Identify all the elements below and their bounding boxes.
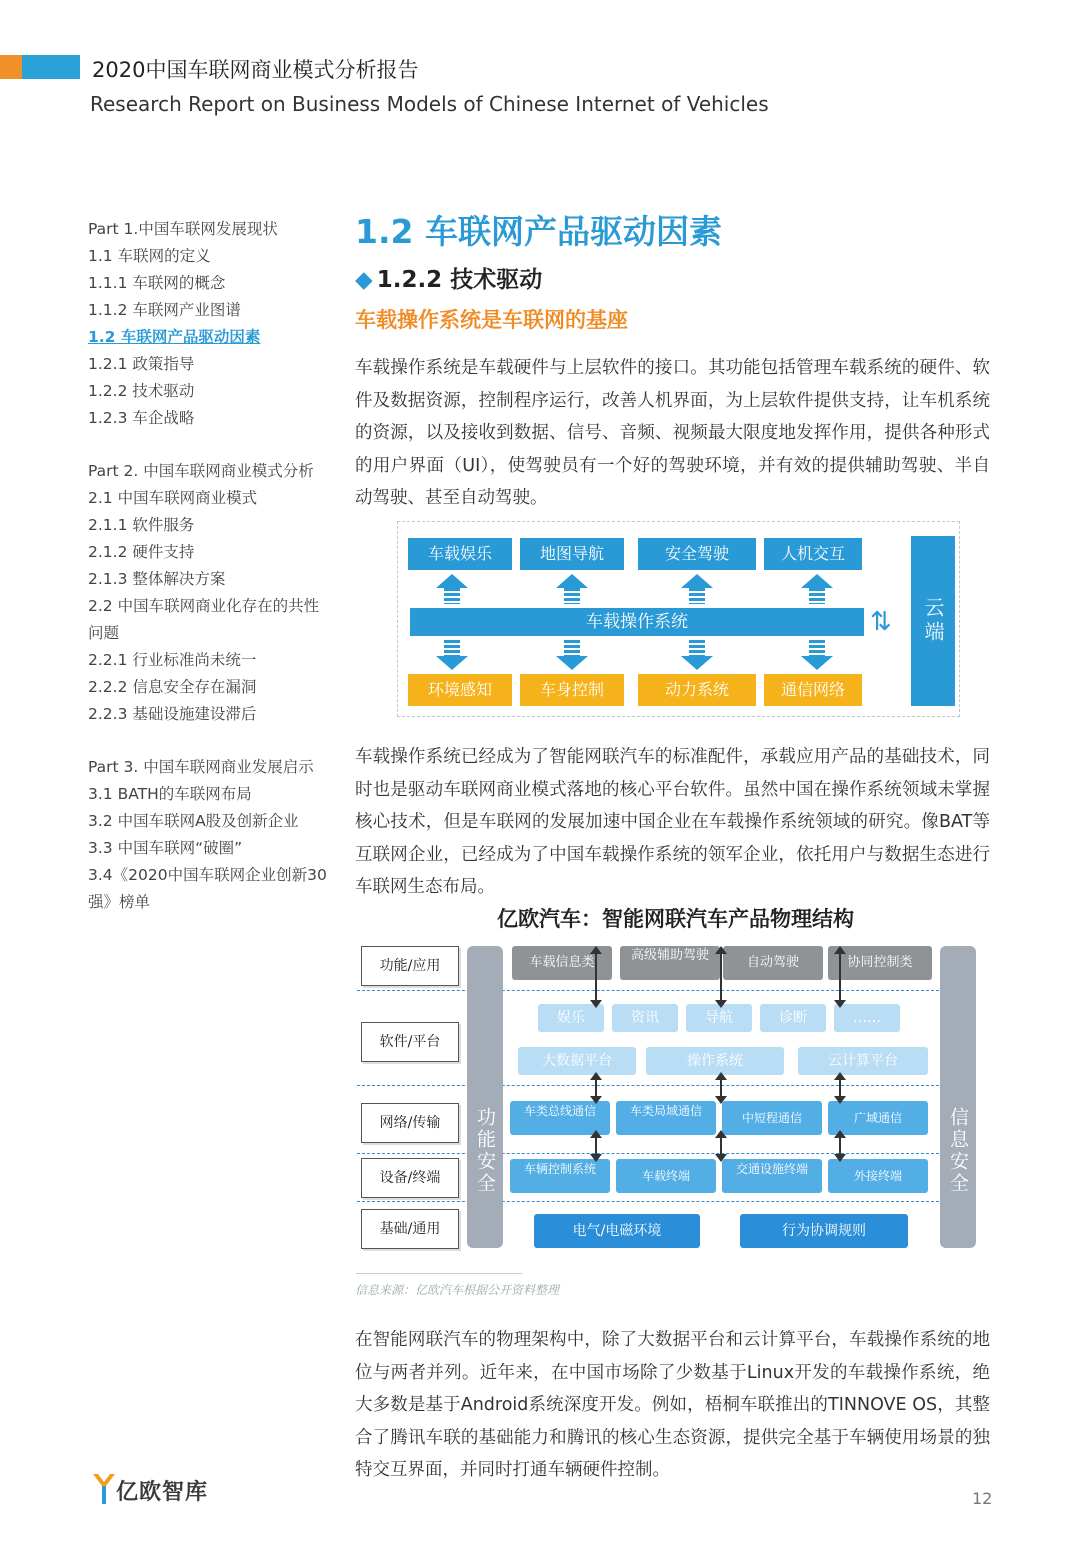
app-box-hmi: 人机交互 (764, 538, 862, 570)
double-arrow-icon (720, 1074, 722, 1102)
body-paragraph-3: 在智能网联汽车的物理架构中，除了大数据平台和云计算平台，车载操作系统的地位与两者并列。近年来，在中国市场除了少数基于Linux开发的车载操作系统，绝大多数是基于Android系统深度开发。例如，梧桐车联推出的TINNOVE OS，其整合了腾讯车联的基础能力和腾讯的核心生态资源，提供完全基于车辆使用场景的独特交互界面，并同时打通车辆硬件控制。 (355, 1330, 990, 1480)
layer-label: 功能/应用 (361, 946, 459, 986)
layer-label: 网络/传输 (361, 1103, 459, 1143)
os-diagram (397, 521, 960, 717)
platform-box: 大数据平台 (518, 1047, 636, 1075)
app-chip: 导航 (686, 1004, 752, 1032)
network-box: 广域通信 (828, 1101, 928, 1135)
header-orange-bar (0, 55, 22, 79)
layer-label: 软件/平台 (361, 1022, 459, 1062)
toc-gap (88, 432, 328, 458)
section-title: 1.2 车联网产品驱动因素 (355, 212, 722, 251)
page-number: 12 (972, 1489, 993, 1508)
table-of-contents (88, 216, 328, 916)
toc-item[interactable]: 3.3 中国车联网“破圈” (88, 839, 243, 857)
base-box-powertrain: 动力系统 (638, 674, 756, 706)
arrow-stem (444, 640, 460, 656)
arrow-stem (809, 640, 825, 656)
toc-item[interactable]: 3.4《2020中国车联网企业创新30强》榜单 (88, 866, 327, 911)
layer-divider (357, 1085, 939, 1086)
double-arrow-icon (595, 1074, 597, 1102)
toc-item[interactable]: Part 3. 中国车联网商业发展启示 (88, 758, 314, 776)
toc-item[interactable]: 1.1.1 车联网的概念 (88, 274, 226, 292)
source-divider (356, 1273, 522, 1274)
app-box-safe-driving: 安全驾驶 (638, 538, 756, 570)
base-box-body-control: 车身控制 (520, 674, 624, 706)
body-paragraph-1: 车载操作系统是车载硬件与上层软件的接口。其功能包括管理车载系统的硬件、软件及数据资源，控制程序运行，改善人机界面，为上层软件提供支持，让车机系统的资源，以及接收到数据、信号、音频、视频最大限度地发挥作用，提供各种形式的用户界面（UI），使驾驶员有一个好的驾驶环境，并有效的提供辅助驾驶、半自动驾驶、甚至自动驾驶。 (355, 358, 990, 508)
report-title-cn: 2020中国车联网商业模式分析报告 (92, 58, 419, 82)
body-paragraph-2: 车载操作系统已经成为了智能网联汽车的标准配件，承载应用产品的基础技术，同时也是驱动车联网商业模式落地的核心平台软件。虽然中国在操作系统领域未掌握核心技术，但是车联网的发展加速中国企业在车载操作系统领域的研究。像BAT等互联网企业，已经成为了中国车载操作系统的领军企业，依托用户与数据生态进行车联网生态布局。 (355, 747, 990, 897)
double-arrow-icon (839, 948, 841, 1006)
double-arrow-icon (839, 1132, 841, 1160)
toc-item[interactable]: Part 2. 中国车联网商业模式分析 (88, 462, 314, 480)
double-arrow-icon (839, 1074, 841, 1102)
app-chip: …… (834, 1004, 900, 1032)
app-box-entertainment: 车载娱乐 (408, 538, 512, 570)
double-arrow-icon (720, 1132, 722, 1160)
logo-text: 亿欧智库 (116, 1480, 209, 1505)
function-box: 车载信息类 (512, 946, 612, 980)
layer-divider (357, 990, 939, 991)
function-box: 协同控制类 (828, 946, 932, 980)
app-chip: 娱乐 (538, 1004, 604, 1032)
toc-item[interactable]: 2.2.2 信息安全存在漏洞 (88, 678, 257, 696)
device-box: 交通设施终端 (722, 1159, 822, 1193)
down-arrow-icon (681, 656, 713, 670)
arrow-stem (564, 588, 580, 604)
network-box: 车类局域通信 (616, 1101, 716, 1135)
base-box-network: 通信网络 (764, 674, 862, 706)
up-arrow-icon (556, 574, 588, 588)
layer-label: 基础/通用 (361, 1209, 459, 1249)
up-arrow-icon (681, 574, 713, 588)
cloud-bar: 云端 (911, 536, 955, 706)
toc-item[interactable]: Part 1.中国车联网发展现状 (88, 220, 278, 238)
os-bar: 车载操作系统 (410, 608, 864, 636)
toc-item[interactable]: 2.2.3 基础设施建设滞后 (88, 705, 257, 723)
double-arrow-icon (720, 948, 722, 1006)
function-box: 自动驾驶 (723, 946, 823, 980)
toc-item[interactable]: 1.1 车联网的定义 (88, 247, 211, 265)
physical-structure-diagram (357, 940, 982, 1252)
sync-arrows-icon: ⇅ (870, 607, 892, 637)
layer-divider (357, 1201, 939, 1202)
up-arrow-icon (436, 574, 468, 588)
toc-item[interactable]: 2.1 中国车联网商业模式 (88, 489, 258, 507)
toc-item[interactable]: 3.2 中国车联网A股及创新企业 (88, 812, 299, 830)
platform-box: 云计算平台 (798, 1047, 928, 1075)
subsection-title (355, 261, 542, 294)
information-security-bar: 信息安全 (940, 946, 976, 1248)
double-arrow-icon (595, 1132, 597, 1160)
app-chip: 诊断 (760, 1004, 826, 1032)
toc-item[interactable]: 2.1.1 软件服务 (88, 516, 195, 534)
down-arrow-icon (556, 656, 588, 670)
layer-divider (357, 1153, 939, 1154)
report-title-en: Research Report on Business Models of Chinese Internet of Vehicles (90, 92, 769, 116)
app-chip: 资讯 (612, 1004, 678, 1032)
header-blue-bar (22, 55, 80, 79)
toc-item[interactable]: 2.1.3 整体解决方案 (88, 570, 226, 588)
diamond-icon: ◆ (355, 267, 373, 293)
layer-label: 设备/终端 (361, 1158, 459, 1198)
function-box: 高级辅助驾驶 (620, 946, 720, 980)
down-arrow-icon (801, 656, 833, 670)
toc-item-active[interactable]: 1.2 车联网产品驱动因素 (88, 328, 261, 346)
arrow-stem (689, 640, 705, 656)
arrow-stem (809, 588, 825, 604)
highlight-heading: 车载操作系统是车联网的基座 (355, 308, 628, 332)
up-arrow-icon (801, 574, 833, 588)
base-box: 行为协调规则 (740, 1214, 908, 1248)
toc-item[interactable]: 3.1 BATH的车联网布局 (88, 785, 252, 803)
diagram-title: 亿欧汽车：智能网联汽车产品物理结构 (497, 907, 854, 931)
app-box-navigation: 地图导航 (520, 538, 624, 570)
toc-gap (88, 728, 328, 754)
toc-item[interactable]: 1.2.1 政策指导 (88, 355, 195, 373)
down-arrow-icon (436, 656, 468, 670)
logo-mark-icon (92, 1472, 116, 1506)
functional-safety-bar: 功能安全 (467, 946, 503, 1248)
subsection-title-text: 1.2.2 技术驱动 (376, 267, 543, 293)
arrow-stem (444, 588, 460, 604)
base-box: 电气/电磁环境 (534, 1214, 700, 1248)
network-box: 车类总线通信 (510, 1101, 610, 1135)
brand-logo (92, 1472, 222, 1508)
double-arrow-icon (595, 948, 597, 1006)
source-note: 信息来源：亿欧汽车根据公开资料整理 (355, 1283, 560, 1297)
toc-item[interactable]: 2.2.1 行业标准尚未统一 (88, 651, 257, 669)
toc-item[interactable]: 2.1.2 硬件支持 (88, 543, 195, 561)
toc-item[interactable]: 1.2.3 车企战略 (88, 409, 195, 427)
arrow-stem (564, 640, 580, 656)
toc-item[interactable]: 1.2.2 技术驱动 (88, 382, 195, 400)
base-box-perception: 环境感知 (408, 674, 512, 706)
platform-box: 操作系统 (646, 1047, 784, 1075)
device-box: 外接终端 (828, 1159, 928, 1193)
device-box: 车载终端 (616, 1159, 716, 1193)
arrow-stem (689, 588, 705, 604)
toc-item[interactable]: 2.2 中国车联网商业化存在的共性问题 (88, 597, 320, 642)
device-box: 车辆控制系统 (510, 1159, 610, 1193)
network-box: 中短程通信 (722, 1101, 822, 1135)
toc-item[interactable]: 1.1.2 车联网产业图谱 (88, 301, 241, 319)
